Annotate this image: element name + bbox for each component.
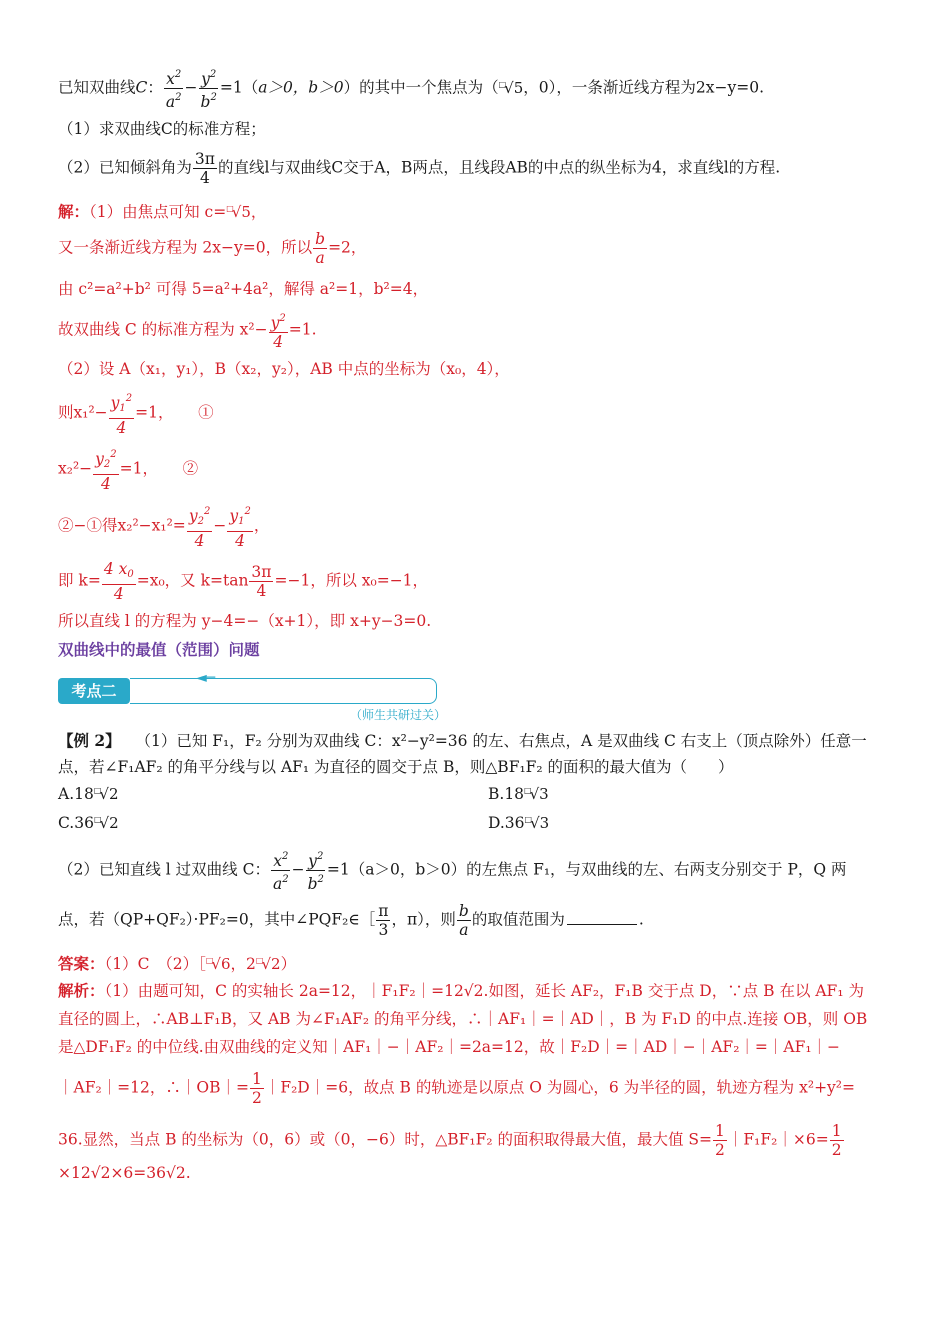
solution-step-8: ②−①得x₂²−x₁²= $\frac{y_2^2}{4}$ − $\frac{y_1^2}{4}$ ， xyxy=(58,503,894,550)
option-d[interactable]: D.36□√3 xyxy=(488,814,550,832)
analysis-line-2: 直径的圆上，∴AB⊥F₁B，又 AB 为∠F₁AF₂ 的角平分线，∴｜AF₁｜=｜AD｜，B 为 F₁D 的中点.连接 OB，则 OB xyxy=(58,1010,868,1028)
solution-step-9: 即 k= $\frac{4 x_0}{4}$ =x₀，又 k=tan $\frac{3\pi}{4}$ =−1，所以 x₀=−1， xyxy=(58,560,429,603)
equation-marker-1: ① xyxy=(198,403,214,422)
analysis-line-3: 是△DF₁F₂ 的中位线.由双曲线的定义知｜AF₁｜−｜AF₂｜=2a=12，故｜F₂D｜=｜AD｜−｜AF₂｜=｜AF₁｜− xyxy=(58,1038,841,1056)
option-a[interactable]: A.18□√2 xyxy=(58,785,119,803)
solution-step-5: （2）设 A（x₁，y₁），B（x₂，y₂），AB 中点的坐标为（x₀，4）， xyxy=(58,360,510,378)
curve-name: C xyxy=(135,78,148,97)
example2-line-4: 点，若（QP+QF₂）·PF₂=0，其中∠PQF₂∈［ $\frac{\pi}{3}$ ，π），则 $\frac{b}{a}$ 的取值范围为 . xyxy=(58,902,644,939)
problem-line-1: 已知双曲线C： $\frac{x^2}{a^2}$ − $\frac{y^2}{b^2}$ =1（a＞0，b＞0）的其中一个焦点为（□√5，0），一条渐近线方程为2x−y=0. xyxy=(58,66,894,111)
question-1: （1）求双曲线C的标准方程； xyxy=(58,120,266,138)
option-b[interactable]: B.18□√3 xyxy=(488,785,549,803)
example2-line-1: 【例 2】 （1）已知 F₁，F₂ 分别为双曲线 C：x²−y²=36 的左、右焦点，A 是双曲线 C 右支上（顶点除外）任意一 xyxy=(58,731,867,750)
question-2: （2）已知倾斜角为 $\frac{3\pi}{4}$ 的直线l与双曲线C交于A，B两点，且线段AB的中点的纵坐标为4，求直线l的方程. xyxy=(58,150,781,187)
option-c[interactable]: C.36□√2 xyxy=(58,814,119,832)
banner-frame xyxy=(130,678,437,704)
analysis-line-1: 解析：（1）由题可知，C 的实轴长 2a=12，｜F₁F₂｜=12√2.如图，延长 AF₂，F₁B 交于点 D，∵点 B 在以 AF₁ 为 xyxy=(58,982,864,1000)
example2-line-3: （2）已知直线 l 过双曲线 C： $\frac{x^2}{a^2}$ − $\frac{y^2}{b^2}$ =1（a＞0，b＞0）的左焦点 F₁，与双曲线的左、右两支分别交于 P，Q 两 xyxy=(58,848,894,893)
kaodian-banner xyxy=(58,670,440,704)
solution-step-3: 由 c²=a²+b² 可得 5=a²+4a²，解得 a²=1，b²=4， xyxy=(58,280,429,298)
answer-line: 答案：（1）C （2）［□√6，2□√2） xyxy=(58,955,297,973)
analysis-line-6: ×12√2×6=36√2. xyxy=(58,1164,191,1182)
radical-5: □√5 xyxy=(498,78,524,97)
arrow-left-icon: ◄─ xyxy=(196,670,216,686)
fraction-x2-a2: $\frac{x^2}{a^2}$ xyxy=(164,66,184,111)
example2-line-2: 点，若∠F₁AF₂ 的角平分线与以 AF₁ 为直径的圆交于点 B，则△BF₁F₂ 的面积的最大值为（ ） xyxy=(58,758,734,776)
problem-intro: 已知双曲线 xyxy=(58,78,136,97)
kaodian-tag: 考点二 xyxy=(58,678,130,704)
equation-marker-2: ② xyxy=(182,459,199,478)
solution-step-4: 故双曲线 C 的标准方程为 x²− $\frac{y^2}{4}$ =1. xyxy=(58,310,894,351)
section-heading: 双曲线中的最值（范围）问题 xyxy=(58,641,260,659)
analysis-line-5: 36.显然，当点 B 的坐标为（0，6）或（0，−6）时，△BF₁F₂ 的面积取得最大值，最大值 S= $\frac{1}{2}$ ｜F₁F₂｜×6= $\frac{1}{2}$ xyxy=(58,1122,842,1159)
example-label: 【例 2】 xyxy=(58,731,121,750)
analysis-line-4: ｜AF₂｜=12，∴｜OB｜= $\frac{1}{2}$ ｜F₂D｜=6，故点 B 的轨迹是以原点 O 为圆心，6 为半径的圆，轨迹方程为 x²+y²= xyxy=(58,1070,856,1107)
solution-step-10: 所以直线 l 的方程为 y−4=−（x+1），即 x+y−3=0. xyxy=(58,612,432,630)
solution-step-7: x₂²− $\frac{y_2^2}{4}$ =1， ② xyxy=(58,446,894,493)
fraction-y2-b2: $\frac{y^2}{b^2}$ xyxy=(199,66,219,111)
answer-blank[interactable] xyxy=(567,924,637,925)
angle-fraction: $\frac{3\pi}{4}$ xyxy=(194,150,215,187)
solution-step-6: 则x₁²− $\frac{y_1^2}{4}$ =1， ① xyxy=(58,390,894,437)
solution-step-1: 解：（1）由焦点可知 c=□√5， xyxy=(58,203,267,221)
kaodian-note: （师生共研过关） xyxy=(350,708,447,722)
solution-step-2: 又一条渐近线方程为 2x−y=0，所以 $\frac{b}{a}$ =2， xyxy=(58,230,367,267)
